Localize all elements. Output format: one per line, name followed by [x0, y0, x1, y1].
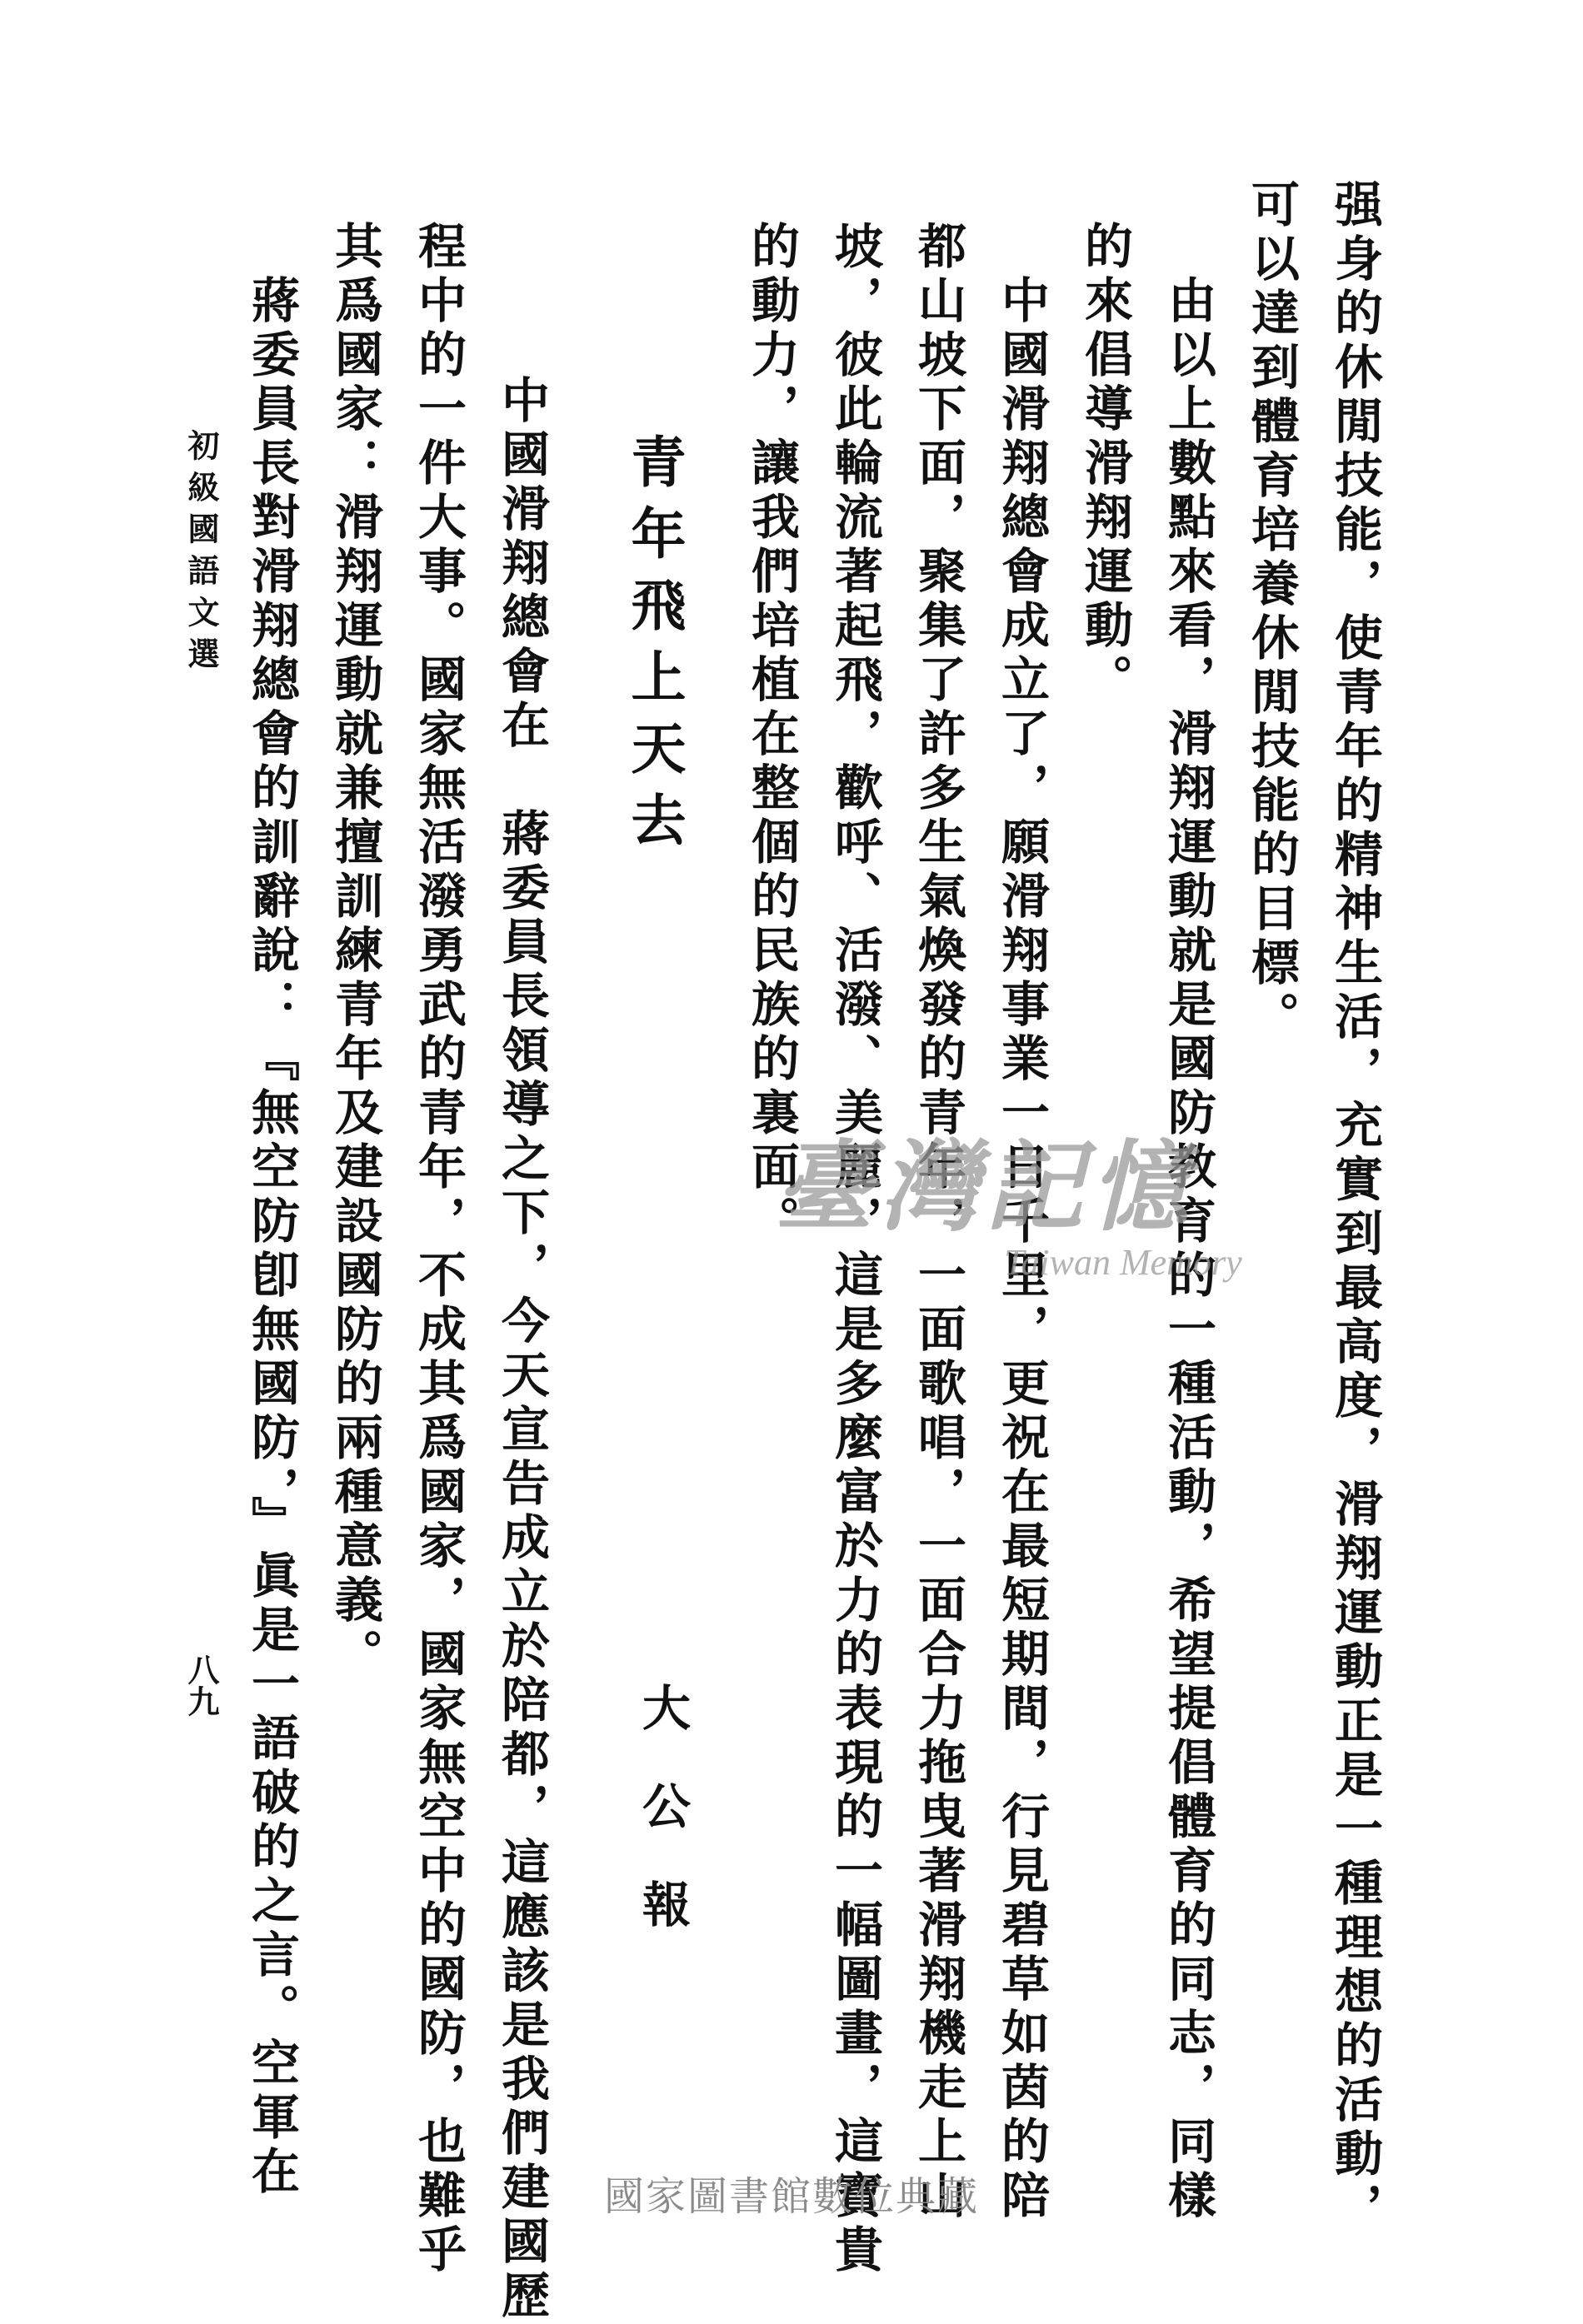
text-column-6: 都山坡下面，聚集了許多生氣煥發的青年，一面歌唱，一面合力拖曳著滑翔機走上山	[910, 221, 966, 2224]
article-source: 大公報	[634, 1683, 691, 1977]
text-column-12: 蔣委員長對滑翔總會的訓辭說：『無空防卽無國防，』眞是一語破的之言。空軍在	[243, 275, 300, 2200]
running-title: 初級國語文選	[182, 429, 220, 679]
watermark	[775, 1108, 1275, 1299]
watermark-logo-text: 臺灣記憶	[775, 1129, 1196, 1244]
text-column-2: 可以達到體育培養休閒技能的目標。	[1243, 179, 1300, 1045]
text-column-8: 的動力，讓我們培植在整個的民族的裏面。	[743, 221, 800, 1249]
page-number: 八九	[182, 1653, 220, 1717]
text-column-3: 由以上數點來看，滑翔運動就是國防教育的一種活動，希望提倡體育的同志，同樣	[1160, 221, 1216, 2224]
text-column-7: 坡，彼此輪流著起飛，歡呼、活潑、美麗，這是多麼富於力的表現的一幅圖畫，這寶貴	[826, 221, 883, 2278]
watermark-english: Taiwan Memory	[1004, 1242, 1242, 1283]
text-column-9: 中國滑翔總會在 蔣委員長領導之下，今天宣告成立於陪都，這應該是我們建國歷	[493, 321, 550, 2324]
text-column-11: 其爲國家：滑翔運動就兼擅訓練青年及建設國防的兩種意義。	[327, 221, 383, 1683]
text-column-5: 中國滑翔總會成立了，願滑翔事業一日千里，更祝在最短期間，行見碧草如茵的陪	[993, 221, 1050, 2224]
article-title: 青年飛上天去	[622, 433, 687, 863]
footer-collection-credit: 國家圖書館數位典藏	[603, 2173, 979, 2220]
text-column-1: 强身的休閒技能，使青年的精神生活，充實到最高度，滑翔運動正是一種理想的活動，	[1326, 179, 1383, 2237]
text-column-10: 程中的一件大事。國家無活潑勇武的青年，不成其爲國家，國家無空中的國防，也難乎	[410, 221, 467, 2278]
text-column-4: 的來倡導滑翔運動。	[1076, 221, 1133, 708]
